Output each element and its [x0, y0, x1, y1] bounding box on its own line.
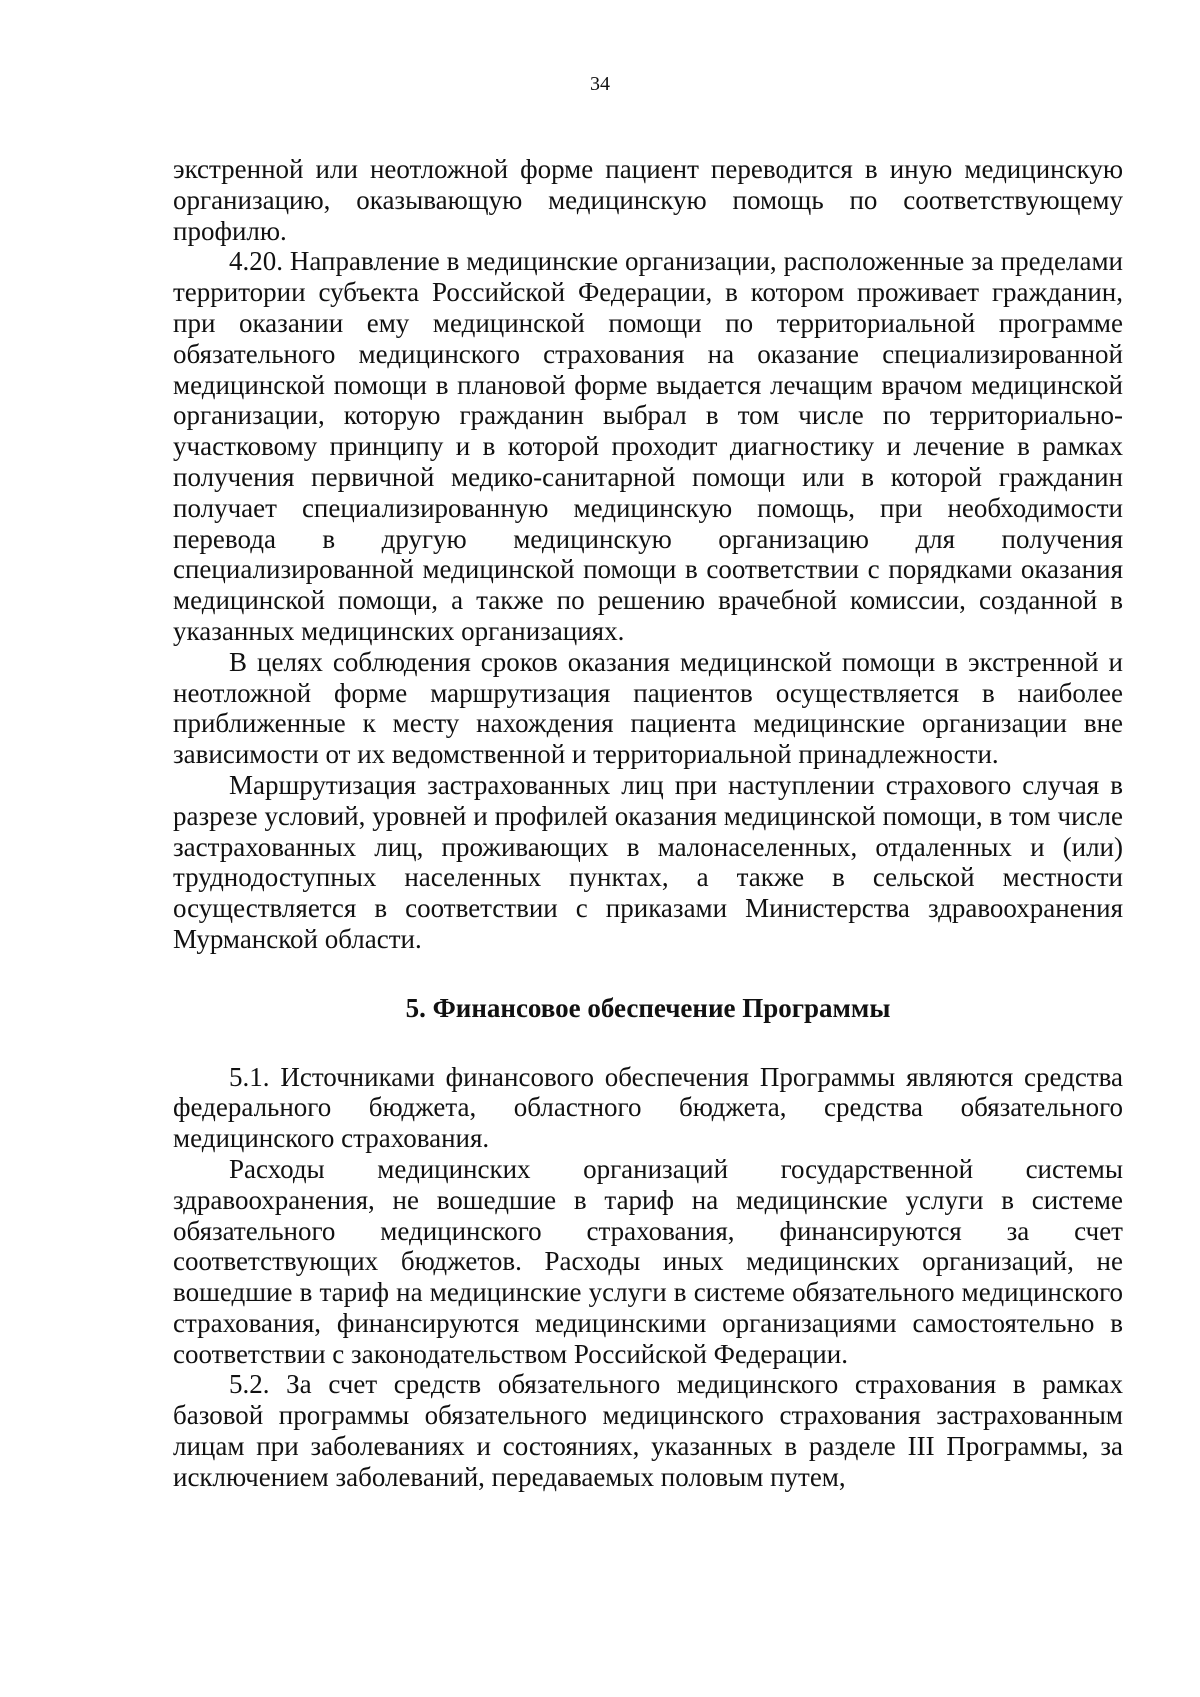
section-heading: 5. Финансовое обеспечение Программы	[405, 992, 891, 1023]
paragraph-4-20: 4.20. Направление в медицинские организации, расположенные за пределами территории субъекта Российской Федерации, в котором проживает гражданин, при оказании ему медицинской помощи по территориальной программе обязательного медицинского страхования на оказание специализированной медицинской помощи в плановой форме выдается лечащим врачом медицинской организации, которую гражданин выбрал в том числе по территориально-участковому принципу и в которой проходит диагностику и лечение в рамках получения первичной медико-санитарной помощи или в которой гражданин получает специализированную медицинскую помощь, при необходимости перевода в другую медицинскую организацию для получения специализированной медицинской помощи в соответствии с порядками оказания медицинской помощи, а также по решению врачебной комиссии, созданной в указанных медицинских организациях.	[173, 246, 1123, 646]
document-body	[173, 154, 1123, 1493]
paragraph-insured-routing: Маршрутизация застрахованных лиц при наступлении страхового случая в разрезе условий, уровней и профилей оказания медицинской помощи, в том числе застрахованных лиц, проживающих в малонаселенных, отдаленных и (или) труднодоступных населенных пунктах, а также в сельской местности осуществляется в соответствии с приказами Министерства здравоохранения Мурманской области.	[173, 769, 1123, 954]
paragraph-5-2: 5.2. За счет средств обязательного медицинского страхования в рамках базовой программы обязательного медицинского страхования застрахованным лицам при заболеваниях и состояниях, указанных в разделе III Программы, за исключением заболеваний, передаваемых половым путем,	[173, 1369, 1123, 1492]
paragraph-continuation: экстренной или неотложной форме пациент переводится в иную медицинскую организацию, оказывающую медицинскую помощь по соответствующему профилю.	[173, 154, 1123, 246]
paragraph-emergency-routing: В целях соблюдения сроков оказания медицинской помощи в экстренной и неотложной форме маршрутизация пациентов осуществляется в наиболее приближенные к месту нахождения пациента медицинские организации вне зависимости от их ведомственной и территориальной принадлежности.	[173, 646, 1123, 770]
page-number: 34	[590, 73, 610, 95]
paragraph-expenses: Расходы медицинских организаций государственной системы здравоохранения, не вошедшие в тариф на медицинские услуги в системе обязательного медицинского страхования, финансируются за счет соответствующих бюджетов. Расходы иных медицинских организаций, не вошедшие в тариф на медицинские услуги в системе обязательного медицинского страхования, финансируются медицинскими организациями самостоятельно в соответствии с законодательством Российской Федерации.	[173, 1153, 1123, 1369]
paragraph-5-1: 5.1. Источниками финансового обеспечения Программы являются средства федерального бюджета, областного бюджета, средства обязательного медицинского страхования.	[173, 1061, 1123, 1154]
